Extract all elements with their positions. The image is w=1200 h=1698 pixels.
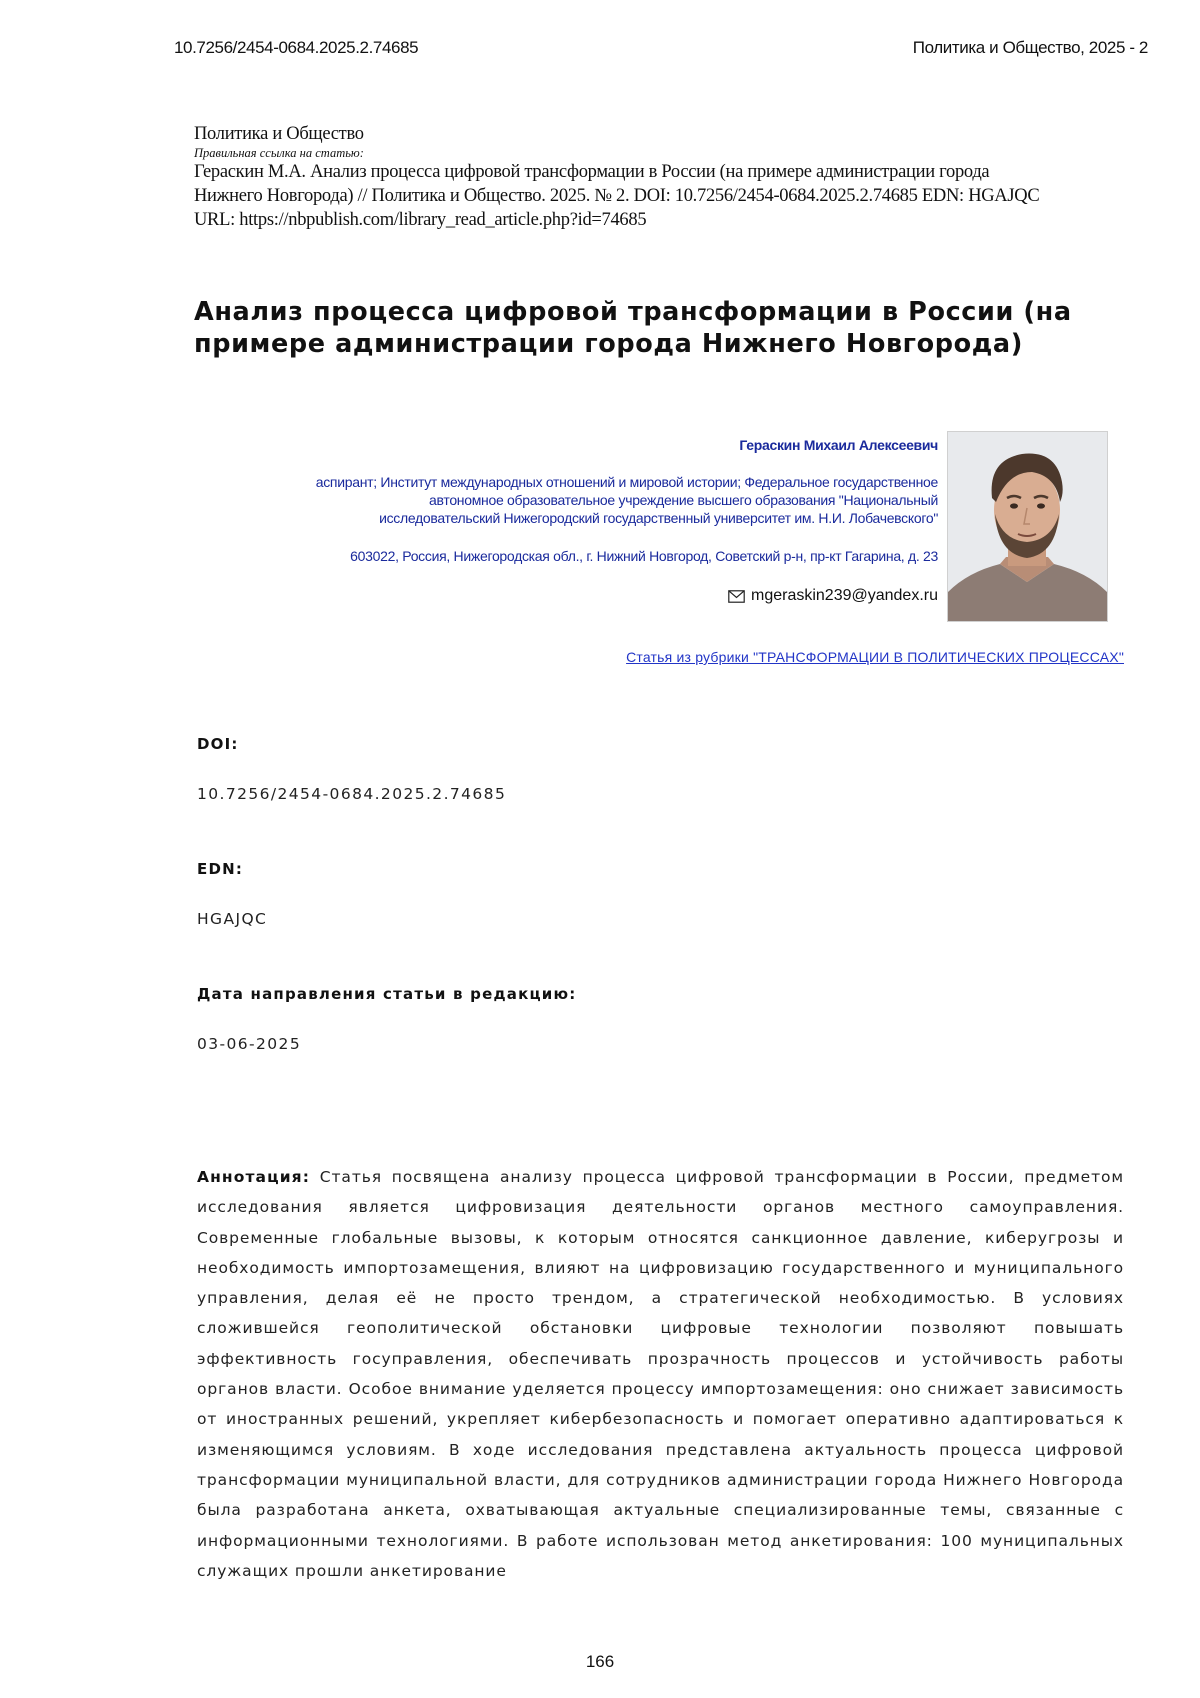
abstract-label: Аннотация:: [197, 1168, 310, 1186]
edn-value: HGAJQC: [197, 910, 267, 928]
email-text[interactable]: mgeraskin239@yandex.ru: [751, 587, 938, 605]
citation-line-1: Гераскин М.А. Анализ процесса цифровой трансформации в России (на примере администрации города: [194, 160, 1039, 184]
author-email[interactable]: [728, 587, 938, 605]
journal-name: Политика и Общество: [194, 122, 1039, 146]
citation-block: [194, 122, 1039, 232]
article-title-line-2: примере администрации города Нижнего Новгорода): [194, 328, 1124, 360]
citation-url: URL: https://nbpublish.com/library_read_article.php?id=74685: [194, 208, 1039, 232]
running-header-doi: 10.7256/2454-0684.2025.2.74685: [174, 38, 418, 58]
author-address: 603022, Россия, Нижегородская обл., г. Нижний Новгород, Советский р-н, пр-кт Гагарина, д. 23: [350, 548, 938, 564]
edn-label: EDN:: [197, 860, 243, 878]
author-photo: [947, 431, 1108, 622]
affiliation-line-2: автономное образовательное учреждение высшего образования "Национальный: [238, 491, 938, 509]
affiliation-line-3: исследовательский Нижегородский государственный университет им. Н.И. Лобачевского": [238, 509, 938, 527]
doi-label: DOI:: [197, 735, 239, 753]
article-title-line-1: Анализ процесса цифровой трансформации в России (на: [194, 296, 1124, 328]
abstract-text: Статья посвящена анализу процесса цифровой трансформации в России, предметом исследования является цифровизация деятельности органов местного самоуправления. Современные глобальные вызовы, к которым относятся санкционное давление, киберугрозы и необходимость импортозамещения, влияют на цифровизацию государственного и муниципального управления, делая её не просто трендом, а стратегической необходимостью. В условиях сложившейся геополитической обстановки цифровые технологии позволяют повышать эффективность госуправления, обеспечивать прозрачность процессов и устойчивость работы органов власти. Особое внимание уделяется процессу импортозамещения: оно снижает зависимость от иностранных решений, укрепляет кибербезопасность и помогает оперативно адаптироваться к изменяющимся условиям. В ходе исследования представлена актуальность процесса цифровой трансформации муниципальной власти, для сотрудников администрации города Нижнего Новгорода была разработана анкета, охватывающая актуальные специализированные темы, связанные с информационными технологиями. В работе использован метод анкетирования: 100 муниципальных служащих прошли анкетирование: [197, 1168, 1124, 1580]
submission-date-value: 03-06-2025: [197, 1035, 301, 1053]
envelope-icon: [728, 590, 745, 603]
submission-date-label: Дата направления статьи в редакцию:: [197, 985, 576, 1003]
affiliation-line-1: аспирант; Институт международных отношений и мировой истории; Федеральное государственное: [238, 473, 938, 491]
doi-value: 10.7256/2454-0684.2025.2.74685: [197, 785, 506, 803]
author-name: Гераскин Михаил Алексеевич: [739, 437, 938, 453]
article-title: [194, 296, 1124, 360]
running-header-journal: Политика и Общество, 2025 - 2: [913, 38, 1148, 58]
citation-line-2: Нижнего Новгорода) // Политика и Общество. 2025. № 2. DOI: 10.7256/2454-0684.2025.2.74685 EDN: HGAJQC: [194, 184, 1039, 208]
citation-label: Правильная ссылка на статью:: [194, 146, 1039, 160]
page-number: 166: [0, 1652, 1200, 1672]
rubric-link[interactable]: Статья из рубрики "ТРАНСФОРМАЦИИ В ПОЛИТИЧЕСКИХ ПРОЦЕССАХ": [626, 649, 1124, 665]
author-affiliation: [238, 473, 938, 527]
abstract: [197, 1162, 1124, 1586]
